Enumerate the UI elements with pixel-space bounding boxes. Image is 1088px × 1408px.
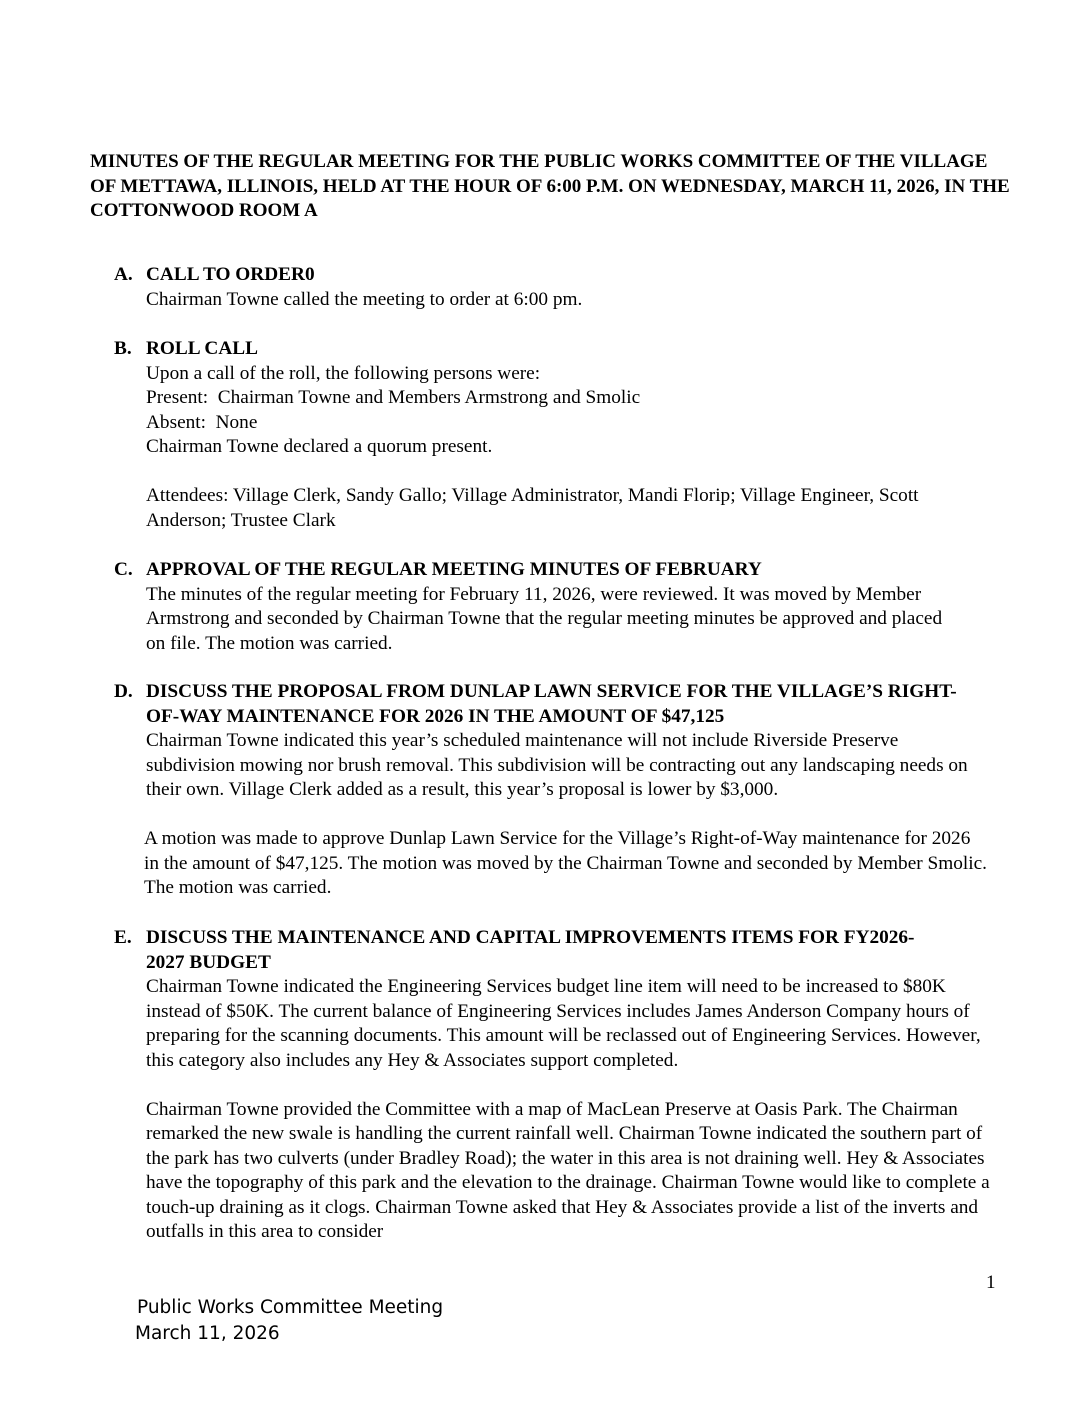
footer-meeting-name: Public Works Committee Meeting: [137, 1297, 444, 1318]
section-body: [114, 362, 1014, 534]
section-title: DISCUSS THE MAINTENANCE AND CAPITAL IMPROVEMENTS ITEMS FOR FY2026-2027 BUDGET: [146, 927, 915, 973]
body-paragraph: Chairman Towne provided the Committee with a map of MacLean Preserve at Oasis Park. The Chairman remarked the new swale is handling the current rainfall well. Chairman Towne indicated the southern part of the park has two culverts (under Bradley Road); the water in this area is not draining well. Hey & Associates have the topography of this park and the elevation to the drainage. Chairman Towne would like to complete a touch-up draining as it clogs. Chairman Towne asked that Hey & Associates provide a list of the inverts and outfalls in this area to consider: [146, 1098, 990, 1242]
section-call-to-order: [114, 263, 1014, 312]
body-line: Chairman Towne called the meeting to order at 6:00 pm.: [146, 288, 583, 310]
section-dunlap-proposal: [114, 680, 1014, 901]
section-title: APPROVAL OF THE REGULAR MEETING MINUTES OF FEBRUARY: [146, 559, 762, 580]
body-line: Upon a call of the roll, the following persons were:: [146, 362, 541, 384]
section-body: [114, 288, 1014, 313]
section-heading: [114, 263, 1014, 288]
section-body: [114, 583, 1014, 657]
footer-meeting-date: March 11, 2026: [135, 1323, 280, 1344]
body-paragraph: The minutes of the regular meeting for February 11, 2026, were reviewed. It was moved by Member Armstrong and seconded by Chairman Towne that the regular meeting minutes be approved and placed on file. The motion was carried.: [146, 583, 943, 654]
section-approval-of-minutes: [114, 558, 1014, 656]
section-budget-items: [114, 926, 1014, 1245]
section-roll-call: [114, 337, 1014, 533]
section-letter: B.: [114, 338, 132, 359]
section-title: ROLL CALL: [146, 338, 258, 359]
section-letter: A.: [114, 264, 133, 285]
section-body: [114, 975, 1014, 1245]
attendees-paragraph: Attendees: Village Clerk, Sandy Gallo; Village Administrator, Mandi Florip; Village Engineer, Scott Anderson; Trustee Clark: [146, 485, 919, 531]
page-number: 1: [986, 1272, 996, 1293]
section-title: DISCUSS THE PROPOSAL FROM DUNLAP LAWN SERVICE FOR THE VILLAGE’S RIGHT-OF-WAY MAINTENANCE FOR 2026 IN THE AMOUNT OF $47,125: [146, 681, 957, 727]
section-heading: [114, 680, 976, 729]
section-heading: [114, 558, 1014, 583]
present-line: Present: Chairman Towne and Members Armstrong and Smolic: [146, 387, 641, 408]
body-paragraph: Chairman Towne indicated this year’s scheduled maintenance will not include Riverside Preserve subdivision mowing nor brush removal. This subdivision will be contracting out any landscaping needs on their own. Village Clerk added as a result, this year’s proposal is lower by $3,000.: [146, 730, 968, 800]
section-letter: D.: [114, 681, 133, 702]
section-letter: E.: [114, 927, 132, 948]
section-letter: C.: [114, 559, 133, 580]
document-title: MINUTES OF THE REGULAR MEETING FOR THE PUBLIC WORKS COMMITTEE OF THE VILLAGE OF METTAWA, ILLINOIS, HELD AT THE HOUR OF 6:00 P.M. ON WEDNESDAY, MARCH 11, 2026, IN THE COTTONWOOD ROOM A: [90, 151, 1010, 221]
section-body: [114, 729, 1014, 901]
body-paragraph: A motion was made to approve Dunlap Lawn Service for the Village’s Right-of-Way maintenance for 2026 in the amount of $47,125. The motion was moved by the Chairman Towne and seconded by Member Smolic. The motion was carried.: [144, 828, 987, 898]
body-line: Chairman Towne declared a quorum present.: [146, 436, 493, 457]
absent-line: Absent: None: [146, 411, 258, 433]
section-title: CALL TO ORDER0: [146, 264, 315, 285]
section-heading: [114, 926, 946, 975]
body-paragraph: Chairman Towne indicated the Engineering Services budget line item will need to be increased to $80K instead of $50K. The current balance of Engineering Services includes James Anderson Company hours of preparing for the scanning documents. This amount will be reclassed out of Engineering Services. However, this category also includes any Hey & Associates support completed.: [146, 976, 981, 1071]
section-heading: [114, 337, 1014, 362]
page-footer: [137, 1295, 443, 1347]
